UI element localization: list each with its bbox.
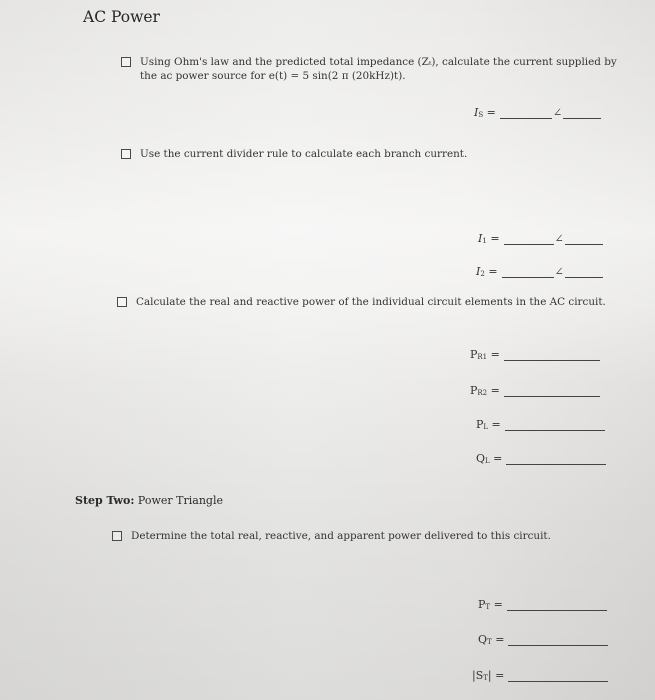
i2-magnitude-blank[interactable]	[502, 267, 554, 278]
step-two-heading	[75, 494, 223, 507]
pt-blank[interactable]	[507, 600, 607, 611]
eq-i2	[476, 265, 603, 278]
pl-blank[interactable]	[505, 420, 605, 431]
eq-pt	[478, 598, 607, 611]
eq-i1	[478, 232, 603, 245]
page-title: AC Power	[83, 8, 160, 26]
task-element-power-checkbox[interactable]	[117, 297, 127, 307]
eq-i1-label: $I_1$ =	[478, 232, 500, 245]
angle-icon: ∠	[554, 265, 564, 278]
step-two-prefix: Step Two:	[75, 494, 135, 507]
i1-magnitude-blank[interactable]	[504, 234, 554, 245]
i1-angle-blank[interactable]	[565, 234, 603, 245]
task-ohms-law-text-line1: Using Ohm's law and the predicted total impedance (Zₜ), calculate the current supplied by	[140, 56, 617, 68]
st-blank[interactable]	[508, 671, 608, 682]
eq-pr2-label: $P_{R2}$ =	[470, 384, 500, 397]
task-current-divider	[121, 147, 521, 163]
eq-pr2	[470, 384, 600, 397]
angle-icon: ∠	[552, 106, 563, 119]
task-total-power	[112, 529, 612, 545]
i2-angle-blank[interactable]	[565, 267, 603, 278]
eq-st-label: $|S_T|$ =	[472, 669, 505, 682]
eq-st	[472, 669, 608, 682]
is-magnitude-blank[interactable]	[500, 108, 552, 119]
pr1-blank[interactable]	[504, 350, 600, 361]
eq-qt-label: $Q_T$ =	[478, 633, 505, 646]
task-ohms-law	[121, 55, 621, 85]
task-element-power-text: Calculate the real and reactive power of the individual circuit elements in the AC circuit.	[136, 296, 606, 308]
eq-ql	[476, 452, 606, 465]
task-current-divider-text: Use the current divider rule to calculate each branch current.	[140, 148, 468, 160]
eq-ql-label: $Q_L$ =	[476, 452, 503, 465]
pr2-blank[interactable]	[504, 386, 600, 397]
task-total-power-text: Determine the total real, reactive, and apparent power delivered to this circuit.	[131, 530, 551, 542]
task-total-power-checkbox[interactable]	[112, 531, 122, 541]
eq-pr1	[470, 348, 600, 361]
task-element-power	[117, 295, 617, 311]
task-ohms-law-text-line2: the ac power source for e(t) = 5 sin(2 π (20kHz)t).	[140, 70, 406, 82]
angle-icon: ∠	[554, 232, 564, 245]
eq-pl	[476, 418, 605, 431]
task-current-divider-checkbox[interactable]	[121, 149, 131, 159]
eq-qt	[478, 633, 608, 646]
step-two-title: Power Triangle	[137, 494, 223, 507]
eq-is-label: $I_S$ =	[474, 106, 496, 119]
is-angle-blank[interactable]	[563, 108, 601, 119]
eq-is	[474, 106, 601, 119]
eq-i2-label: $I_2$ =	[476, 265, 498, 278]
task-ohms-law-checkbox[interactable]	[121, 57, 131, 67]
eq-pl-label: $P_L$ =	[476, 418, 501, 431]
eq-pt-label: $P_T$ =	[478, 598, 503, 611]
eq-pr1-label: $P_{R1}$ =	[470, 348, 500, 361]
qt-blank[interactable]	[508, 635, 608, 646]
ql-blank[interactable]	[506, 454, 606, 465]
